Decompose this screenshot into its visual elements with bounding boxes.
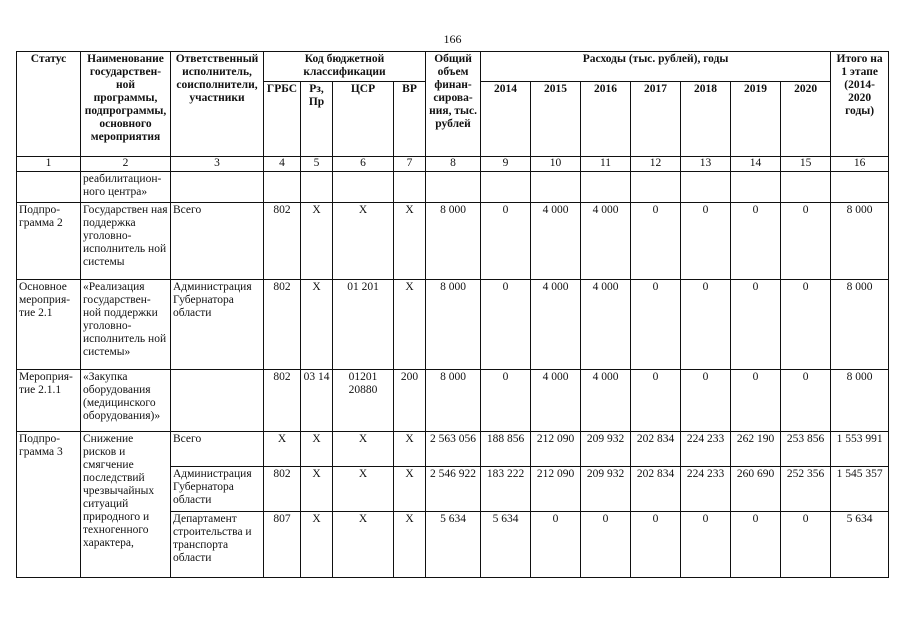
cell-rzpr: Х [301,280,333,370]
cell-csr: 01 201 [333,280,394,370]
header-year: 2019 [731,82,781,157]
column-number: 10 [531,157,581,172]
cell-rzpr [301,172,333,203]
cell-year [631,172,681,203]
cell-responsible: Всего [171,203,264,280]
table-row [17,370,889,432]
header-expenses: Расходы (тыс. рублей), годы [481,52,831,82]
cell-year: 0 [781,512,831,578]
cell-total: 8 000 [426,203,481,280]
cell-year: 224 233 [681,432,731,467]
cell-year: 0 [781,370,831,432]
cell-year: 0 [481,203,531,280]
header-year: 2017 [631,82,681,157]
cell-grbs: Х [264,432,301,467]
header-total: Общий объем финан-сирова-ния, тыс. рублей [426,52,481,157]
column-number: 13 [681,157,731,172]
cell-year: 4 000 [581,280,631,370]
cell-year: 0 [481,370,531,432]
cell-vr: Х [394,467,426,512]
column-number: 7 [394,157,426,172]
cell-year: 0 [781,203,831,280]
cell-year: 202 834 [631,467,681,512]
cell-year: 224 233 [681,467,731,512]
cell-year: 0 [731,370,781,432]
cell-year: 4 000 [581,203,631,280]
cell-itogo [831,172,889,203]
cell-year: 209 932 [581,432,631,467]
cell-vr: 200 [394,370,426,432]
cell-year: 262 190 [731,432,781,467]
cell-year: 0 [631,280,681,370]
cell-year: 0 [681,512,731,578]
header-grbs: ГРБС [264,82,301,157]
cell-name: Государствен ная поддержка уголовно-исполнитель ной системы [81,203,171,280]
cell-responsible [171,172,264,203]
table-row [17,432,889,467]
cell-itogo: 8 000 [831,280,889,370]
cell-csr: Х [333,467,394,512]
cell-year [481,172,531,203]
cell-responsible: Департамент строительства и транспорта области [171,512,264,578]
cell-year [681,172,731,203]
cell-csr: Х [333,203,394,280]
header-year: 2014 [481,82,531,157]
cell-year: 0 [531,512,581,578]
cell-rzpr: Х [301,512,333,578]
column-number: 12 [631,157,681,172]
cell-year: 212 090 [531,432,581,467]
column-number: 11 [581,157,631,172]
table-row [17,203,889,280]
column-number: 8 [426,157,481,172]
cell-year: 252 356 [781,467,831,512]
cell-name: реабилитацион-ного центра» [81,172,171,203]
column-number-row [17,157,889,172]
column-number: 5 [301,157,333,172]
cell-year: 0 [631,203,681,280]
cell-year [781,172,831,203]
header-csr: ЦСР [333,82,394,157]
cell-grbs: 802 [264,370,301,432]
cell-year: 260 690 [731,467,781,512]
cell-total: 8 000 [426,370,481,432]
cell-year [531,172,581,203]
cell-itogo: 5 634 [831,512,889,578]
cell-responsible: Администрация Губернатора области [171,280,264,370]
header-responsible: Ответственный исполнитель, соисполнители, участники [171,52,264,157]
cell-year: 212 090 [531,467,581,512]
cell-vr: Х [394,432,426,467]
cell-name: «Закупка оборудования (медицинского оборудования)» [81,370,171,432]
cell-year [731,172,781,203]
header-year: 2016 [581,82,631,157]
cell-year: 4 000 [581,370,631,432]
header-name: Наименование государствен-ной программы, подпрограммы, основного мероприятия [81,52,171,157]
cell-year: 0 [681,370,731,432]
column-number: 4 [264,157,301,172]
header-status: Статус [17,52,81,157]
column-number: 15 [781,157,831,172]
budget-table [16,51,889,578]
cell-status: Мероприя-тие 2.1.1 [17,370,81,432]
cell-year: 253 856 [781,432,831,467]
page-number: 166 [443,32,462,46]
column-number: 6 [333,157,394,172]
cell-total: 2 546 922 [426,467,481,512]
cell-rzpr: Х [301,203,333,280]
cell-year: 0 [781,280,831,370]
header-itogo: Итого на 1 этапе (2014-2020 годы) [831,52,889,157]
cell-year: 188 856 [481,432,531,467]
cell-grbs: 802 [264,280,301,370]
table-row [17,172,889,203]
cell-year: 5 634 [481,512,531,578]
cell-rzpr: Х [301,467,333,512]
cell-responsible [171,370,264,432]
header-year: 2020 [781,82,831,157]
cell-itogo: 1 545 357 [831,467,889,512]
cell-year: 4 000 [531,280,581,370]
cell-year: 0 [731,203,781,280]
cell-itogo: 8 000 [831,203,889,280]
cell-year: 183 222 [481,467,531,512]
header-rzpr: Рз, Пр [301,82,333,157]
cell-name: «Реализация государствен-ной поддержки уголовно-исполнитель ной системы» [81,280,171,370]
cell-year: 0 [581,512,631,578]
cell-status [17,172,81,203]
cell-grbs: 802 [264,203,301,280]
cell-status: Подпро-грамма 2 [17,203,81,280]
cell-year: 0 [681,280,731,370]
header-vr: ВР [394,82,426,157]
cell-year: 202 834 [631,432,681,467]
cell-status: Подпро-грамма 3 [17,432,81,578]
cell-grbs: 802 [264,467,301,512]
cell-csr: 01201 20880 [333,370,394,432]
cell-rzpr: Х [301,432,333,467]
cell-vr: Х [394,280,426,370]
cell-year: 0 [481,280,531,370]
cell-name: Снижение рисков и смягчение последствий чрезвычайных ситуаций природного и техногенного характера, [81,432,171,578]
cell-vr: Х [394,203,426,280]
header-year: 2018 [681,82,731,157]
table-row [17,280,889,370]
cell-vr [394,172,426,203]
cell-status: Основное мероприя-тие 2.1 [17,280,81,370]
column-number: 16 [831,157,889,172]
cell-year: 209 932 [581,467,631,512]
cell-total: 8 000 [426,280,481,370]
cell-year: 4 000 [531,203,581,280]
column-number: 1 [17,157,81,172]
column-number: 9 [481,157,531,172]
cell-year [581,172,631,203]
cell-grbs [264,172,301,203]
header-budget-code: Код бюджетной классификации [264,52,426,82]
cell-responsible: Всего [171,432,264,467]
cell-vr: Х [394,512,426,578]
cell-grbs: 807 [264,512,301,578]
cell-year: 0 [631,512,681,578]
cell-itogo: 1 553 991 [831,432,889,467]
column-number: 14 [731,157,781,172]
cell-csr: Х [333,512,394,578]
cell-year: 0 [731,512,781,578]
cell-rzpr: 03 14 [301,370,333,432]
cell-csr: Х [333,432,394,467]
column-number: 2 [81,157,171,172]
header-year: 2015 [531,82,581,157]
cell-total: 2 563 056 [426,432,481,467]
cell-year: 0 [631,370,681,432]
cell-year: 4 000 [531,370,581,432]
column-number: 3 [171,157,264,172]
cell-csr [333,172,394,203]
cell-responsible: Администрация Губернатора области [171,467,264,512]
cell-year: 0 [731,280,781,370]
cell-total: 5 634 [426,512,481,578]
cell-total [426,172,481,203]
cell-itogo: 8 000 [831,370,889,432]
cell-year: 0 [681,203,731,280]
